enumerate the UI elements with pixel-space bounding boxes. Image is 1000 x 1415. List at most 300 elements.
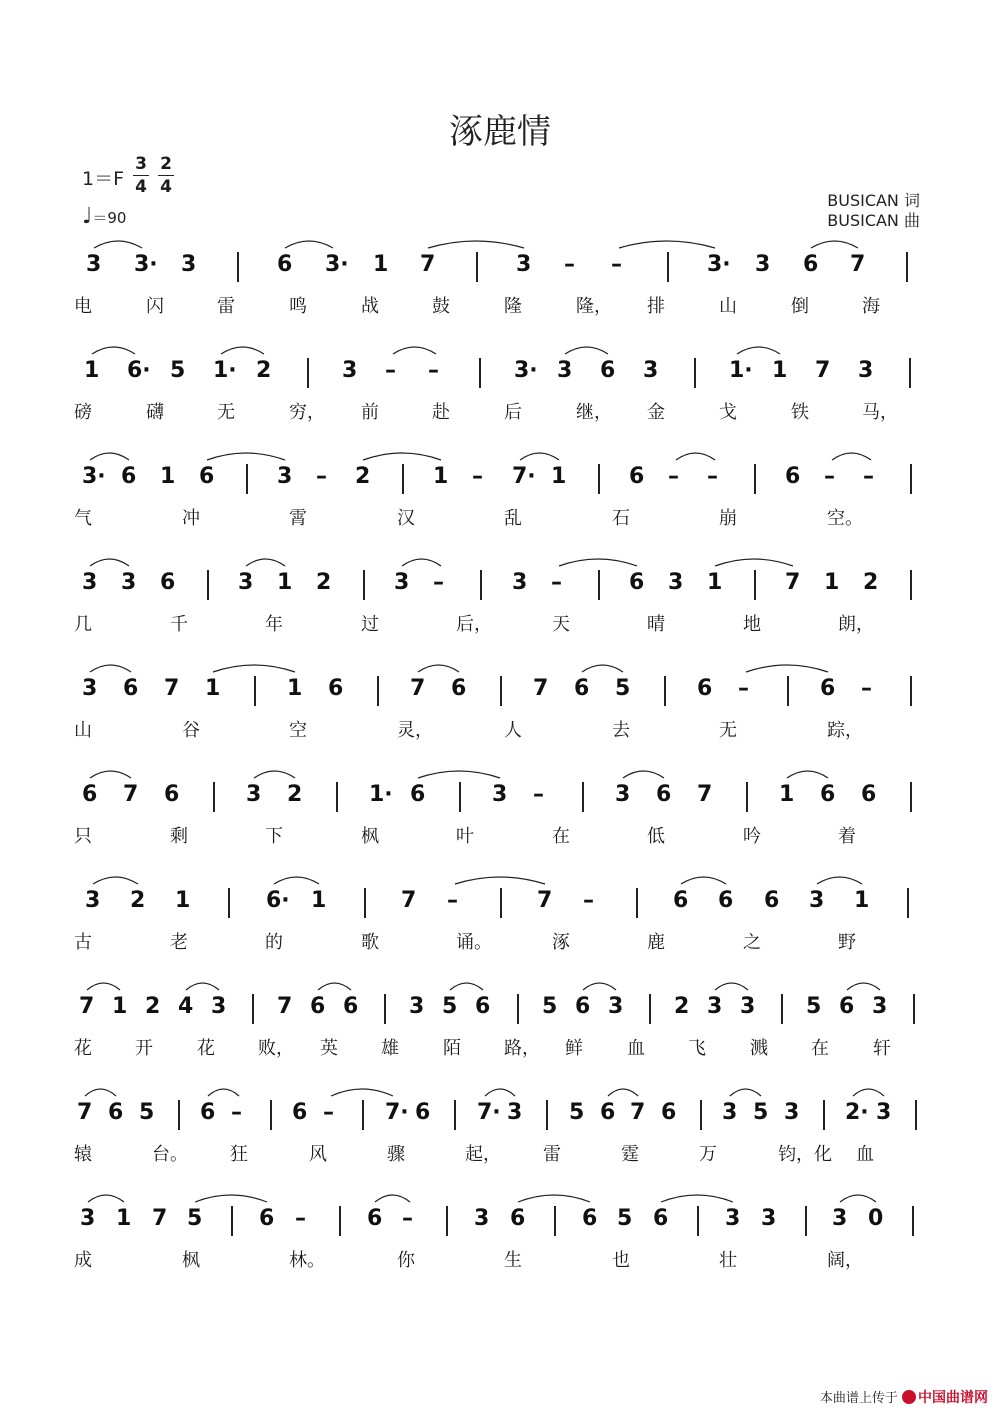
lyric-syllable: 成 — [74, 1250, 92, 1271]
lyric-syllable: 天 — [552, 614, 570, 635]
note: 3 — [507, 1100, 523, 1125]
note: 2 — [863, 570, 879, 595]
note: 3 — [608, 994, 624, 1019]
slur — [90, 453, 129, 460]
slur — [207, 453, 285, 460]
note: 3 — [211, 994, 227, 1019]
note: 7· — [477, 1100, 501, 1125]
bar-line — [746, 782, 748, 812]
slur — [375, 1195, 410, 1202]
lyric-syllable: 铁 — [791, 402, 809, 423]
note: 2 — [256, 358, 272, 383]
bar-line — [254, 676, 256, 706]
lyrics-row — [70, 292, 940, 322]
lyric-syllable: 人 — [504, 720, 522, 741]
note: 7 — [785, 570, 801, 595]
note: 7 — [164, 676, 180, 701]
bar-line — [363, 570, 365, 600]
lyrics-row — [70, 928, 940, 958]
bar-line — [823, 1100, 825, 1130]
note: 3 — [761, 1206, 777, 1231]
lyric-syllable: 之 — [743, 932, 761, 953]
note: 6 — [199, 464, 215, 489]
note: 3· — [325, 252, 349, 277]
bar-line — [362, 1100, 364, 1130]
bar-line — [781, 994, 783, 1024]
slur — [87, 983, 120, 990]
lyric-syllable: 枫 — [361, 826, 379, 847]
dash-extension: – — [472, 464, 483, 489]
note: 7 — [697, 782, 713, 807]
note: 6 — [410, 782, 426, 807]
dash-extension: – — [861, 676, 872, 701]
bar-line — [252, 994, 254, 1024]
bar-line — [237, 252, 239, 282]
slur — [817, 877, 862, 884]
lyrics-row — [70, 822, 940, 852]
lyric-syllable: 钧，化 — [778, 1144, 832, 1165]
lyric-syllable: 倒 — [791, 296, 809, 317]
lyric-syllable: 赴 — [432, 402, 450, 423]
slur — [715, 559, 793, 566]
note: 5 — [542, 994, 558, 1019]
slur — [94, 241, 142, 248]
note: 5 — [139, 1100, 155, 1125]
footer — [820, 1387, 988, 1407]
bar-line — [339, 1206, 341, 1236]
lyric-syllable: 陌 — [443, 1038, 461, 1059]
slur — [582, 665, 623, 672]
slur — [285, 241, 333, 248]
lyric-syllable: 台。 — [152, 1144, 188, 1165]
lyrics-row — [70, 398, 940, 428]
lyric-syllable: 鼓 — [432, 296, 450, 317]
note: 6 — [820, 676, 836, 701]
dash-extension: – — [433, 570, 444, 595]
lyric-syllable: 辕 — [74, 1144, 92, 1165]
note: 6· — [266, 888, 290, 913]
lyric-syllable: 古 — [74, 932, 92, 953]
note: 6 — [764, 888, 780, 913]
note: 1· — [729, 358, 753, 383]
slur — [681, 877, 726, 884]
note: 1 — [779, 782, 795, 807]
lyric-syllable: 生 — [504, 1250, 522, 1271]
lyric-syllable: 路， — [504, 1038, 540, 1059]
note: 3· — [82, 464, 106, 489]
bar-line — [912, 1206, 914, 1236]
slur — [93, 877, 138, 884]
note: 1 — [175, 888, 191, 913]
note: 0 — [868, 1206, 884, 1231]
note: 1 — [116, 1206, 132, 1231]
time-sig-1-bottom: 4 — [135, 177, 147, 197]
lyric-syllable: 只 — [74, 826, 92, 847]
note: 6 — [653, 1206, 669, 1231]
lyric-syllable: 礴 — [146, 402, 164, 423]
slur — [208, 1089, 239, 1096]
lyric-syllable: 朗， — [838, 614, 874, 635]
time-signature-1 — [133, 154, 149, 197]
lyric-syllable: 灵， — [397, 720, 433, 741]
slur — [85, 1089, 116, 1096]
lyric-syllable: 起， — [465, 1144, 501, 1165]
bar-line — [582, 782, 584, 812]
slur — [832, 453, 871, 460]
note: 7 — [630, 1100, 646, 1125]
note: 6 — [108, 1100, 124, 1125]
note: 1· — [213, 358, 237, 383]
note: 7 — [815, 358, 831, 383]
note: 3 — [474, 1206, 490, 1231]
bar-line — [454, 1100, 456, 1130]
note: 3 — [181, 252, 197, 277]
lyric-syllable: 前 — [361, 402, 379, 423]
slur — [274, 877, 319, 884]
note: 6 — [259, 1206, 275, 1231]
tempo-marking — [82, 204, 126, 229]
note: 7 — [533, 676, 549, 701]
lyric-syllable: 狂 — [230, 1144, 248, 1165]
note: 3 — [872, 994, 888, 1019]
slur — [428, 241, 524, 248]
note: 3 — [246, 782, 262, 807]
lyric-syllable: 英 — [320, 1038, 338, 1059]
note: 6 — [343, 994, 359, 1019]
slur — [676, 453, 715, 460]
note: 1 — [160, 464, 176, 489]
lyric-syllable: 鸣 — [289, 296, 307, 317]
lyric-syllable: 血 — [856, 1144, 874, 1165]
slur — [363, 453, 441, 460]
lyric-syllable: 无 — [217, 402, 235, 423]
slur — [619, 241, 715, 248]
note: 7 — [123, 782, 139, 807]
key-signature: 1＝F — [82, 168, 125, 190]
dash-extension: – — [447, 888, 458, 913]
note: 5 — [615, 676, 631, 701]
note: 7 — [410, 676, 426, 701]
lyrics-row — [70, 610, 940, 640]
note: 6· — [127, 358, 151, 383]
lyric-syllable: 隆 — [504, 296, 522, 317]
slur — [608, 1089, 638, 1096]
lyric-syllable: 吟 — [743, 826, 761, 847]
lyric-syllable: 隆， — [576, 296, 612, 317]
lyric-syllable: 踪， — [827, 720, 863, 741]
lyric-syllable: 闪 — [146, 296, 164, 317]
bar-line — [649, 994, 651, 1024]
dash-extension: – — [402, 1206, 413, 1231]
note: 7 — [401, 888, 417, 913]
note: 7 — [277, 994, 293, 1019]
lyric-syllable: 冲 — [182, 508, 200, 529]
lyric-syllable: 在 — [552, 826, 570, 847]
slur — [455, 877, 545, 884]
lyric-syllable: 排 — [647, 296, 665, 317]
note: 6 — [328, 676, 344, 701]
bar-line — [476, 252, 478, 282]
dash-extension: – — [707, 464, 718, 489]
note: 5 — [753, 1100, 769, 1125]
dash-extension: – — [583, 888, 594, 913]
slur — [485, 1089, 515, 1096]
slur — [518, 1195, 590, 1202]
dash-extension: – — [385, 358, 396, 383]
note: 5 — [187, 1206, 203, 1231]
note: 2 — [130, 888, 146, 913]
lyrics-row — [70, 1140, 940, 1170]
note: 3 — [755, 252, 771, 277]
note: 7 — [77, 1100, 93, 1125]
lyric-syllable: 石 — [612, 508, 630, 529]
lyric-syllable: 枫 — [182, 1250, 200, 1271]
bar-line — [228, 888, 230, 918]
note: 3 — [121, 570, 137, 595]
lyric-syllable: 磅 — [74, 402, 92, 423]
slur — [331, 1089, 393, 1096]
note: 3 — [832, 1206, 848, 1231]
site-logo: 中国曲谱网 — [918, 1390, 988, 1406]
note: 7 — [79, 994, 95, 1019]
note: 3 — [707, 994, 723, 1019]
slur — [393, 347, 436, 354]
slur — [418, 771, 500, 778]
lyric-syllable: 年 — [265, 614, 283, 635]
note: 6 — [475, 994, 491, 1019]
note: 3 — [86, 252, 102, 277]
note: 1 — [854, 888, 870, 913]
note: 6 — [367, 1206, 383, 1231]
note: 5 — [442, 994, 458, 1019]
note: 6 — [82, 782, 98, 807]
lyric-syllable: 崩 — [719, 508, 737, 529]
note: 3 — [409, 994, 425, 1019]
dash-extension: – — [863, 464, 874, 489]
slur — [90, 559, 129, 566]
bar-line — [913, 994, 915, 1024]
note: 3 — [615, 782, 631, 807]
bar-line — [270, 1100, 272, 1130]
lyric-syllable: 海 — [862, 296, 880, 317]
time-sig-2-top: 2 — [160, 154, 172, 174]
lyric-syllable: 低 — [647, 826, 665, 847]
dash-extension: – — [428, 358, 439, 383]
lyric-syllable: 后， — [456, 614, 492, 635]
lyric-syllable: 战 — [361, 296, 379, 317]
lyric-syllable: 飞 — [688, 1038, 706, 1059]
slur — [90, 771, 131, 778]
site-logo-icon — [902, 1390, 916, 1404]
note: 3 — [492, 782, 508, 807]
note: 1 — [287, 676, 303, 701]
lyric-syllable: 败， — [258, 1038, 294, 1059]
lyric-syllable: 继， — [576, 402, 612, 423]
note: 7 — [420, 252, 436, 277]
bar-line — [667, 252, 669, 282]
slur — [787, 771, 828, 778]
dash-extension: – — [316, 464, 327, 489]
lyric-syllable: 下 — [265, 826, 283, 847]
bar-line — [517, 994, 519, 1024]
bar-line — [546, 1100, 548, 1130]
lyric-syllable: 山 — [74, 720, 92, 741]
bar-line — [364, 888, 366, 918]
lyric-syllable: 诵。 — [456, 932, 492, 953]
note: 6 — [697, 676, 713, 701]
note: 6 — [277, 252, 293, 277]
bar-line — [754, 570, 756, 600]
bar-line — [207, 570, 209, 600]
note: 6 — [718, 888, 734, 913]
note: 6 — [574, 676, 590, 701]
lyric-syllable: 地 — [743, 614, 761, 635]
lyric-syllable: 血 — [627, 1038, 645, 1059]
dash-extension: – — [533, 782, 544, 807]
note: 5 — [617, 1206, 633, 1231]
note: 3 — [643, 358, 659, 383]
note: 2 — [145, 994, 161, 1019]
bar-line — [664, 676, 666, 706]
note: 3 — [668, 570, 684, 595]
lyric-syllable: 鲜 — [565, 1038, 583, 1059]
slur — [730, 1089, 761, 1096]
note: 6 — [292, 1100, 308, 1125]
lyric-syllable: 几 — [74, 614, 92, 635]
lyrics-row — [70, 716, 940, 746]
lyric-syllable: 山 — [719, 296, 737, 317]
lyric-syllable: 后 — [504, 402, 522, 423]
bar-line — [697, 1206, 699, 1236]
slur — [90, 665, 131, 672]
slur — [520, 453, 559, 460]
note: 3· — [707, 252, 731, 277]
slur — [715, 983, 748, 990]
bar-line — [700, 1100, 702, 1130]
lyric-syllable: 汉 — [397, 508, 415, 529]
lyric-syllable: 在 — [811, 1038, 829, 1059]
note: 5 — [170, 358, 186, 383]
bar-line — [910, 464, 912, 494]
lyrics-row — [70, 1246, 940, 1276]
lyric-syllable: 去 — [612, 720, 630, 741]
lyric-syllable: 也 — [612, 1250, 630, 1271]
dash-extension: – — [611, 252, 622, 277]
note: 6 — [121, 464, 137, 489]
slur — [559, 559, 637, 566]
slur — [840, 1195, 876, 1202]
note: 6 — [673, 888, 689, 913]
lyric-syllable: 阔， — [827, 1250, 863, 1271]
slur — [811, 241, 858, 248]
note: 6 — [582, 1206, 598, 1231]
lyric-syllable: 马， — [862, 402, 898, 423]
note: 3 — [512, 570, 528, 595]
lyric-syllable: 电 — [74, 296, 92, 317]
note: 5 — [806, 994, 822, 1019]
dash-extension: – — [231, 1100, 242, 1125]
note: 3 — [342, 358, 358, 383]
slur — [623, 771, 664, 778]
note: 1 — [433, 464, 449, 489]
note: 2 — [674, 994, 690, 1019]
slur — [195, 1195, 267, 1202]
note: 4 — [178, 994, 194, 1019]
note: 1 — [84, 358, 100, 383]
dash-extension: – — [564, 252, 575, 277]
lyric-syllable: 溅 — [750, 1038, 768, 1059]
composer-credit: BUSICAN 曲 — [827, 211, 920, 230]
lyric-syllable: 风 — [309, 1144, 327, 1165]
lyric-syllable: 涿 — [552, 932, 570, 953]
lyric-syllable: 老 — [170, 932, 188, 953]
bar-line — [915, 1100, 917, 1130]
slur — [254, 771, 295, 778]
note: 6 — [656, 782, 672, 807]
note: 1 — [311, 888, 327, 913]
note: 7· — [385, 1100, 409, 1125]
lyric-syllable: 过 — [361, 614, 379, 635]
bar-line — [377, 676, 379, 706]
bar-line — [178, 1100, 180, 1130]
bar-line — [446, 1206, 448, 1236]
bar-line — [636, 888, 638, 918]
bar-line — [500, 888, 502, 918]
bar-line — [909, 358, 911, 388]
note: 6 — [164, 782, 180, 807]
dash-extension: – — [323, 1100, 334, 1125]
note: 6 — [785, 464, 801, 489]
bar-line — [907, 888, 909, 918]
bar-line — [479, 358, 481, 388]
bar-line — [910, 782, 912, 812]
bar-line — [231, 1206, 233, 1236]
lyric-syllable: 空。 — [827, 508, 863, 529]
slur — [186, 983, 219, 990]
bar-line — [213, 782, 215, 812]
slur — [92, 347, 135, 354]
note: 3 — [238, 570, 254, 595]
bar-line — [500, 676, 502, 706]
lyric-syllable: 歌 — [361, 932, 379, 953]
note: 6 — [123, 676, 139, 701]
bar-line — [307, 358, 309, 388]
note: 1 — [373, 252, 389, 277]
dash-extension: – — [295, 1206, 306, 1231]
note: 6 — [661, 1100, 677, 1125]
lyric-syllable: 轩 — [873, 1038, 891, 1059]
lyric-syllable: 的 — [265, 932, 283, 953]
slur — [583, 983, 616, 990]
lyric-syllable: 雄 — [381, 1038, 399, 1059]
lyric-syllable: 无 — [719, 720, 737, 741]
bar-line — [754, 464, 756, 494]
lyric-syllable: 戈 — [719, 402, 737, 423]
note: 6 — [861, 782, 877, 807]
lyric-syllable: 千 — [170, 614, 188, 635]
note: 6 — [629, 464, 645, 489]
time-sig-1-top: 3 — [135, 154, 147, 174]
note: 3 — [82, 676, 98, 701]
note: 3 — [516, 252, 532, 277]
note: 3 — [80, 1206, 96, 1231]
bar-line — [598, 464, 600, 494]
note: 6 — [510, 1206, 526, 1231]
note: 2 — [287, 782, 303, 807]
note: 2 — [316, 570, 332, 595]
note: 1 — [277, 570, 293, 595]
note: 6 — [575, 994, 591, 1019]
